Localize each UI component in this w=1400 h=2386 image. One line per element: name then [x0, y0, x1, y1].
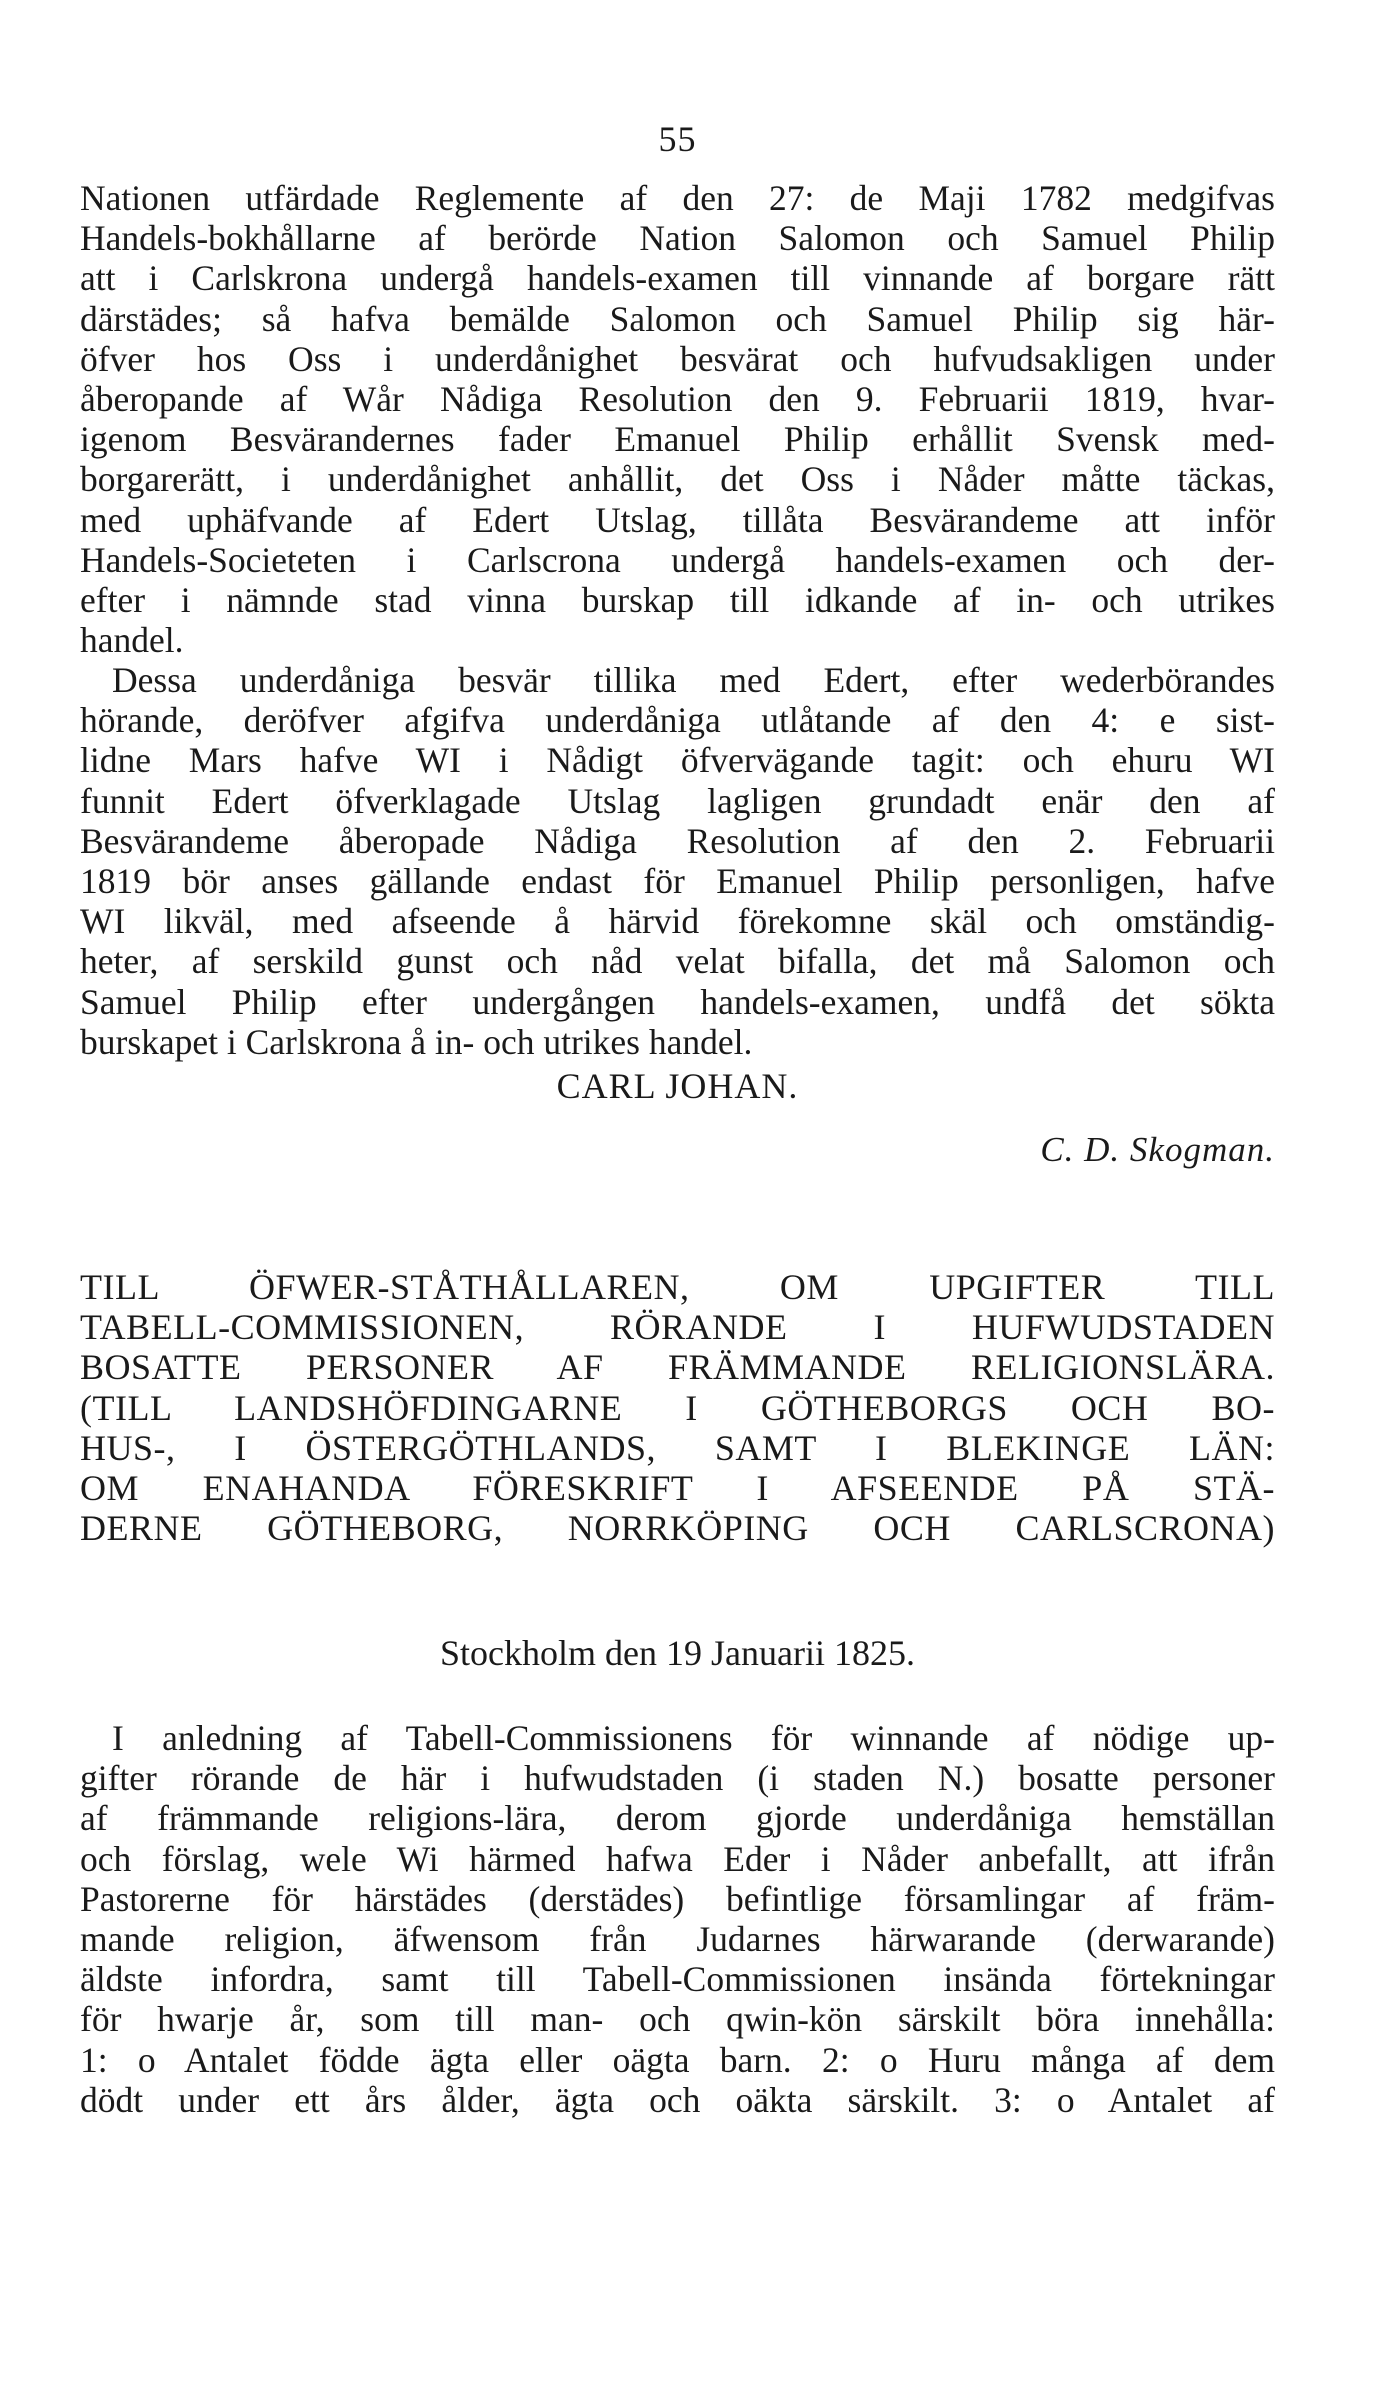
text-line: med uphäfvande af Edert Utslag, tillåta Besvärandeme att inför	[80, 499, 1275, 540]
text-line: heter, af serskild gunst och nåd velat bifalla, det må Salomon och	[80, 941, 1275, 982]
heading-line: DERNE GÖTHEBORG, NORRKÖPING OCH CARLSCRONA)	[80, 1508, 1275, 1549]
text-line: att i Carlskrona undergå handels-examen till vinnande af borgare rätt	[80, 258, 1275, 299]
heading-line: BOSATTE PERSONER AF FRÄMMANDE RELIGIONSLÄRA.	[80, 1347, 1275, 1388]
text-line: Dessa underdåniga besvär tillika med Edert, efter wederbörandes	[112, 660, 1275, 700]
text-line: Handels-Societeten i Carlscrona undergå handels-examen och der-	[80, 539, 1275, 580]
text-line: I anledning af Tabell-Commissionens för winnande af nödige up-	[112, 1718, 1275, 1758]
text-line: dödt under ett års ålder, ägta och oäkta särskilt. 3: o Antalet af	[80, 2079, 1275, 2120]
text-line: åberopande af Wår Nådiga Resolution den 9. Februarii 1819, hvar-	[80, 378, 1275, 419]
text-line: igenom Besvärandernes fader Emanuel Philip erhållit Svensk med-	[80, 419, 1275, 460]
text-line: för hwarje år, som till man- och qwin-kön särskilt böra innehålla:	[80, 1999, 1275, 2040]
text-line: af främmande religions-lära, derom gjorde underdåniga hemställan	[80, 1798, 1275, 1839]
signature-minister: C. D. Skogman.	[1040, 1130, 1275, 1169]
heading-line: TABELL-COMMISSIONEN, RÖRANDE I HUFWUDSTADEN	[80, 1307, 1275, 1348]
text-line: borgarerätt, i underdånighet anhållit, det Oss i Nåder måtte täckas,	[80, 459, 1275, 500]
text-line: Handels-bokhållarne af berörde Nation Salomon och Samuel Philip	[80, 218, 1275, 259]
text-line: Besvärandeme åberopade Nådiga Resolution af den 2. Februarii	[80, 820, 1275, 861]
dateline: Stockholm den 19 Januarii 1825.	[440, 1633, 915, 1673]
text-line: handel.	[80, 620, 184, 661]
text-line: Samuel Philip efter undergången handels-examen, undfå det sökta	[80, 981, 1275, 1022]
text-line: lidne Mars hafve WI i Nådigt öfvervägande tagit: och ehuru WI	[80, 740, 1275, 781]
text-line: Pastorerne för härstädes (derstädes) befintlige församlingar af främ-	[80, 1878, 1275, 1919]
heading-line: HUS-, I ÖSTERGÖTHLANDS, SAMT I BLEKINGE LÄN:	[80, 1427, 1275, 1468]
paragraph-decision-text	[80, 660, 1275, 1062]
text-line: Nationen utfärdade Reglemente af den 27: de Maji 1782 medgifvas	[80, 178, 1275, 218]
text-line: funnit Edert öfverklagade Utslag lagligen grundadt enär den af	[80, 780, 1275, 821]
text-line: hörande, deröfver afgifva underdåniga utlåtande af den 4: e sist-	[80, 700, 1275, 741]
text-line: och förslag, wele Wi härmed hafwa Eder i Nåder anbefallt, att ifrån	[80, 1838, 1275, 1879]
text-line: 1: o Antalet födde ägta eller oägta barn. 2: o Huru många af dem	[80, 2039, 1275, 2080]
text-line: efter i nämnde stad vinna burskap till idkande af in- och utrikes	[80, 579, 1275, 620]
text-line: öfver hos Oss i underdånighet besvärat och hufvudsakligen under	[80, 338, 1275, 379]
text-line: 1819 bör anses gällande endast för Emanuel Philip personligen, hafve	[80, 860, 1275, 901]
paragraph-instruction-text	[80, 1718, 1275, 2120]
heading-line: (TILL LANDSHÖFDINGARNE I GÖTHEBORGS OCH BO-	[80, 1387, 1275, 1428]
text-line: mande religion, äfwensom från Judarnes härwarande (derwarande)	[80, 1918, 1275, 1959]
text-line: gifter rörande de här i hufwudstaden (i staden N.) bosatte personer	[80, 1758, 1275, 1799]
page-number: 55	[658, 119, 697, 159]
section-heading	[80, 1265, 1275, 1549]
paragraph-resolution-text	[80, 178, 1275, 660]
text-line: därstädes; så hafva bemälde Salomon och Samuel Philip sig här-	[80, 298, 1275, 339]
signature-king: CARL JOHAN.	[556, 1066, 799, 1106]
text-line: äldste infordra, samt till Tabell-Commissionen insända förtekningar	[80, 1959, 1275, 2000]
text-line: burskapet i Carlskrona å in- och utrikes handel.	[80, 1021, 753, 1062]
text-line: WI likväl, med afseende å härvid förekomne skäl och omständig-	[80, 901, 1275, 942]
heading-line: OM ENAHANDA FÖRESKRIFT I AFSEENDE PÅ STÄ-	[80, 1467, 1275, 1508]
heading-line: TILL ÖFWER-STÅTHÅLLAREN, OM UPGIFTER TILL	[80, 1267, 1275, 1307]
